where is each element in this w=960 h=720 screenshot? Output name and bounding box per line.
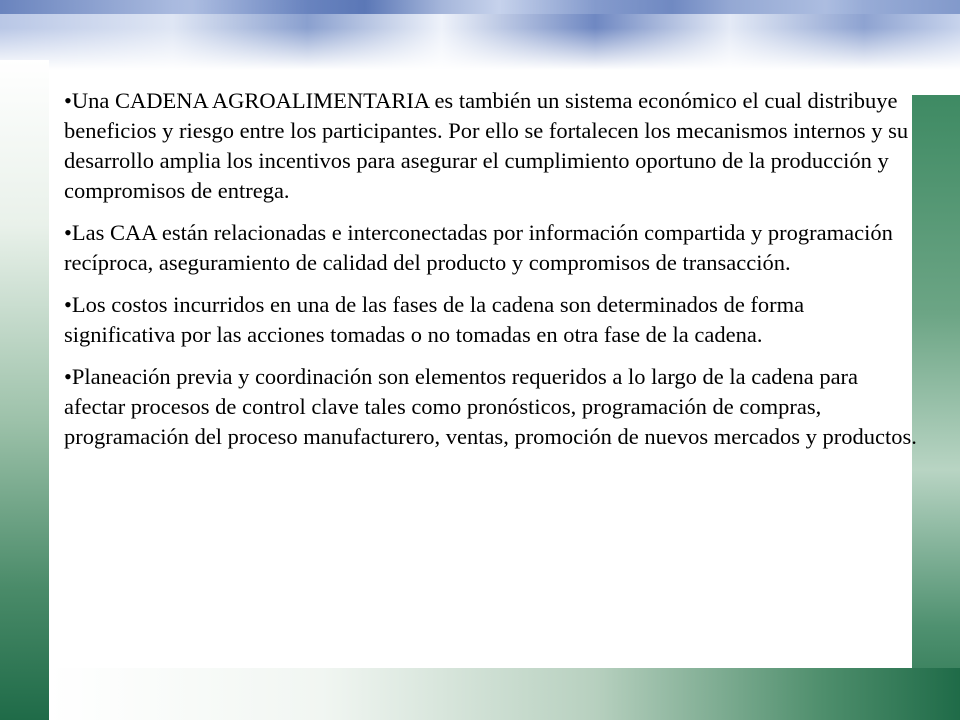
top-blue-streak xyxy=(0,0,960,14)
bullet-item: • Una CADENA AGROALIMENTARIA es también un sistema económico el cual distribuye beneficios y riesgo entre los participantes. Por ello se fortalecen los mecanismos internos y su desarrollo amplia los incentivos para asegurar el cumplimiento oportuno de la producción y compromisos de entrega. xyxy=(64,86,920,206)
left-green-bar xyxy=(0,60,49,720)
slide-content xyxy=(49,70,917,668)
top-decorative-band xyxy=(0,0,960,70)
bottom-green-band xyxy=(49,668,960,720)
bullet-list xyxy=(64,86,920,464)
bullet-item: • Los costos incurridos en una de las fases de la cadena son determinados de forma significativa por las acciones tomadas o no tomadas en otra fase de la cadena. xyxy=(64,290,920,350)
bullet-item: • Planeación previa y coordinación son elementos requeridos a lo largo de la cadena para afectar procesos de control clave tales como pronósticos, programación de compras, programación del proceso manufacturero, ventas, promoción de nuevos mercados y productos. xyxy=(64,362,920,452)
bullet-item: • Las CAA están relacionadas e interconectadas por información compartida y programación recíproca, aseguramiento de calidad del producto y compromisos de transacción. xyxy=(64,218,920,278)
